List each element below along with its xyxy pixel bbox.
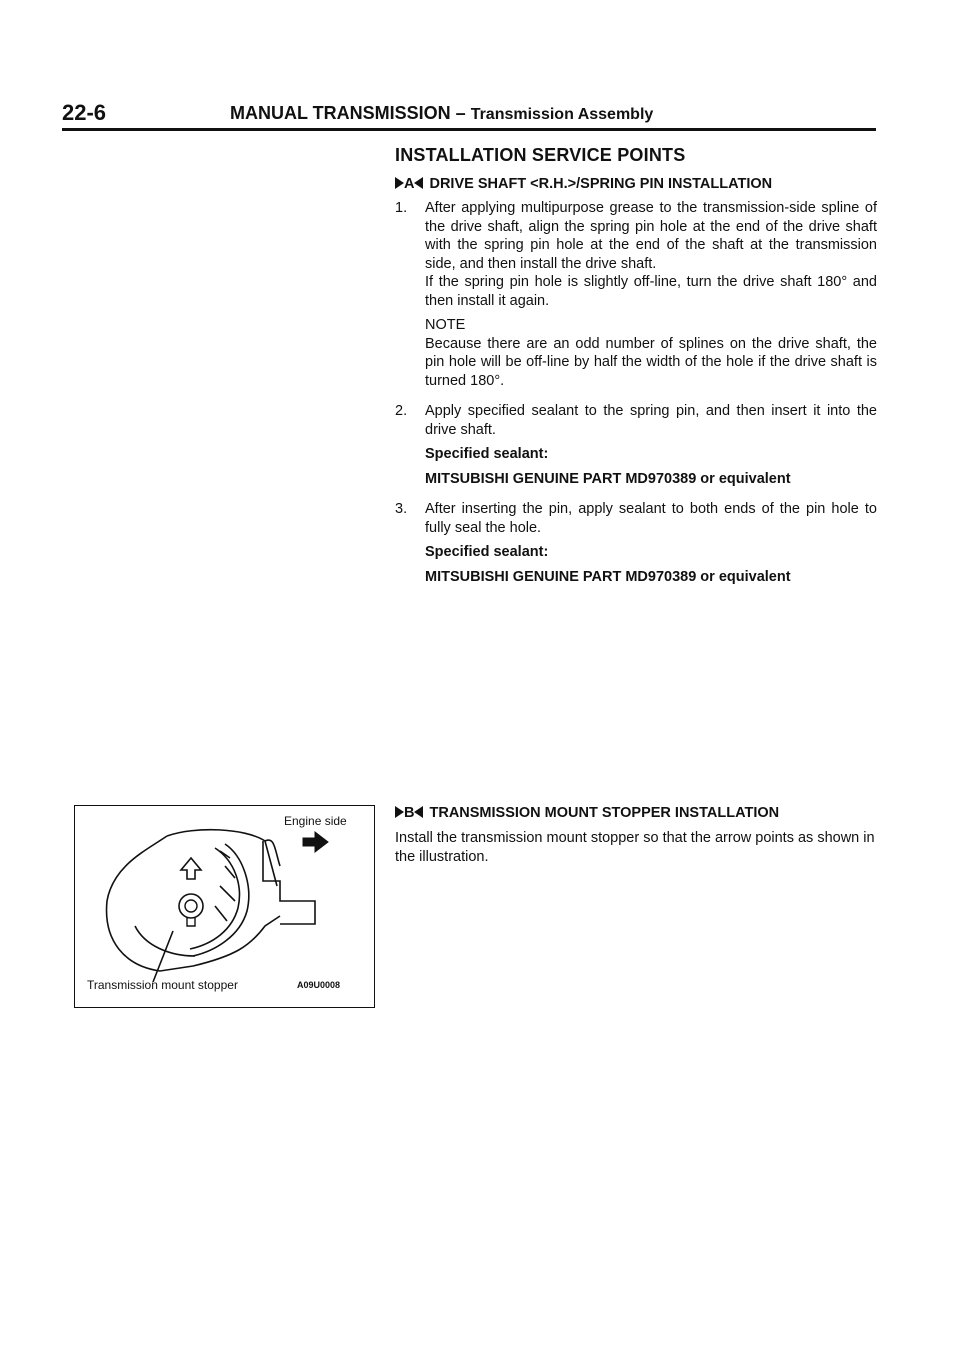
section-a-title-text: DRIVE SHAFT <R.H.>/SPRING PIN INSTALLATION [429,175,773,192]
arrow-right-icon [303,832,328,852]
page-number: 22-6 [62,100,107,125]
sealant-value: MITSUBISHI GENUINE PART MD970389 or equivalent [425,470,791,487]
title-dash: – [450,103,471,123]
section-title: Transmission Assembly [470,106,654,123]
stopper-label: Transmission mount stopper [87,978,238,992]
step-1-paragraph-1: After applying multipurpose grease to the transmission-side spline of the drive shaft, align the spring pin hole at the end of the drive shaft with the spring pin hole at the end of the shaft at the transmission side, and then install the drive shaft. [425,200,877,272]
stopper-illustration [74,805,375,1008]
section-b-marker [395,804,423,823]
sealant-label: Specified sealant: [425,544,549,560]
step-1 [395,199,877,396]
step-2 [395,402,877,494]
note-text: Because there are an odd number of splines on the drive shaft, the pin hole will be off-line by half the width of the hole if the drive shaft is turned 180°. [425,335,877,389]
sealant-value: MITSUBISHI GENUINE PART MD970389 or equivalent [425,568,791,585]
step-number: 3. [395,501,408,517]
section-b-text: Install the transmission mount stopper so that the arrow points as shown in the illustration. [395,830,875,865]
chapter-title: MANUAL TRANSMISSION [230,103,451,123]
main-heading: INSTALLATION SERVICE POINTS [395,145,686,165]
note-label: NOTE [425,317,466,333]
marker-letter: A [404,175,415,192]
stopper-drawing [75,806,373,1006]
sealant-label: Specified sealant: [425,446,549,462]
section-a-marker [395,175,423,194]
header-divider [62,128,876,131]
step-3 [395,500,877,592]
engine-side-label: Engine side [284,814,347,828]
step-number: 1. [395,200,408,216]
triangle-right-icon [395,177,404,189]
marker-letter: B [404,805,415,821]
step-body [425,199,877,396]
triangle-right-icon [395,806,404,818]
step-body [425,402,877,494]
page-header [62,100,876,130]
figure-code: A09U0008 [297,980,341,990]
step-body [425,500,877,592]
step-number: 2. [395,403,408,419]
step-2-text: Apply specified sealant to the spring pin, and then insert it into the drive shaft. [425,403,877,438]
step-1-paragraph-2: If the spring pin hole is slightly off-line, turn the drive shaft 180° and then install it again. [425,274,877,309]
section-a-title [395,175,877,194]
step-3-text: After inserting the pin, apply sealant to both ends of the pin hole to fully seal the hole. [425,501,877,536]
section-b-title-text: TRANSMISSION MOUNT STOPPER INSTALLATION [429,805,780,821]
main-content [395,146,877,598]
triangle-left-icon [414,177,423,189]
page-title [230,103,653,124]
section-b-title [395,804,877,823]
arrow-up-icon [181,858,201,879]
triangle-left-icon [414,806,423,818]
section-b [395,804,877,867]
